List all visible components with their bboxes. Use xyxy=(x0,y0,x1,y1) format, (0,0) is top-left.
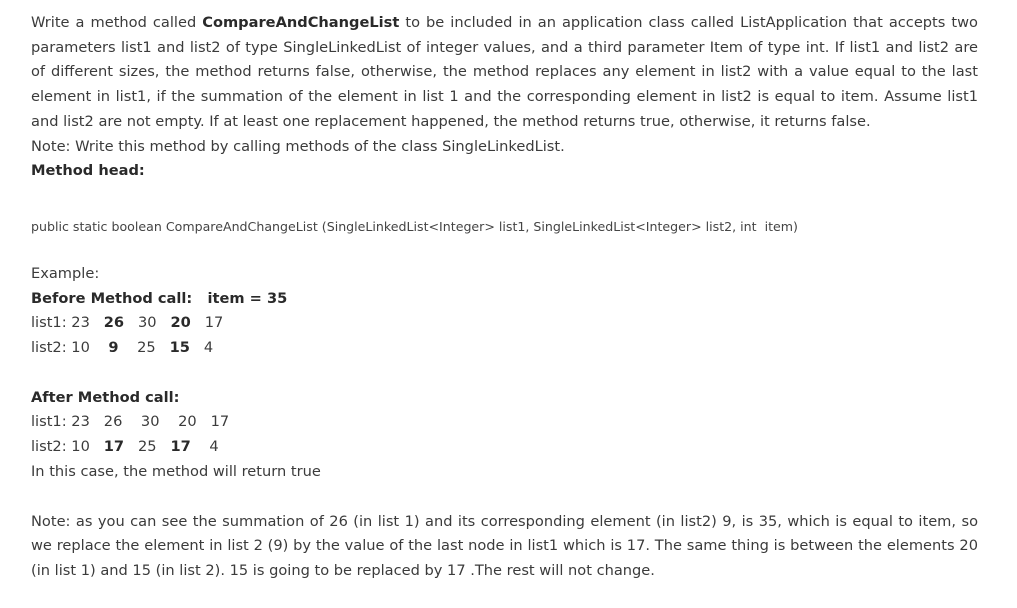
problem-description xyxy=(31,11,978,135)
item-value: item = 35 xyxy=(207,289,288,307)
list-value: 10 xyxy=(71,339,90,357)
list-value: 20 xyxy=(178,413,197,431)
problem-document xyxy=(31,11,978,584)
list-value: 23 xyxy=(71,314,90,332)
before-method-call-heading xyxy=(31,287,978,312)
result-text: In this case, the method will return true xyxy=(31,462,321,480)
list-value: 26 xyxy=(103,413,123,431)
list-prefix: list2: xyxy=(31,438,67,456)
method-signature: public static boolean CompareAndChangeList (SingleLinkedList<Integer> list1, SingleLinkedList<Integer> list2, int item) xyxy=(31,218,798,234)
list-value: 17 xyxy=(204,314,224,332)
spacer xyxy=(31,361,978,386)
explanation-note: Note: as you can see the summation of 26 (in list 1) and its corresponding element (in list2) 9, is 35, which is equal to item, so we replace the element in list 2 (9) by the value of the last node in list1 which is 17. The same thing is between the elements 20 (in list 1) and 15 (in list 2). 15 is going to be replaced by 17 .The rest will not change. xyxy=(31,512,978,579)
list-value-highlighted: 20 xyxy=(170,314,191,332)
method-head-label: Method head: xyxy=(31,162,145,180)
list-value: 10 xyxy=(71,438,90,456)
intro-text-start: Write a method called xyxy=(31,14,203,31)
before-list2-line xyxy=(31,336,978,361)
example-label: Example: xyxy=(31,264,100,282)
after-list1-line xyxy=(31,410,978,435)
list-value-highlighted: 15 xyxy=(169,339,190,357)
after-list2-line xyxy=(31,435,978,460)
list-value-highlighted: 26 xyxy=(103,314,125,332)
list-value: 30 xyxy=(138,314,157,332)
list-value: 17 xyxy=(210,413,230,431)
list-value: 25 xyxy=(138,438,157,456)
note-line: Note: Write this method by calling methods of the class SingleLinkedList. xyxy=(31,137,565,155)
list-value: 4 xyxy=(203,339,214,357)
list-value-highlighted: 17 xyxy=(170,438,191,456)
list-value: 4 xyxy=(209,438,219,456)
intro-text-rest: to be included in an application class called ListApplication that accepts two parameters list1 and list2 of type SingleLinkedList of integer values, and a third parameter Item of type int. If list1 and list2 are of different sizes, the method returns false, otherwise, the method replaces any element in list2 with a value equal to the last element in list1, if the summation of the element in list 1 and the corresponding element in list2 is equal to item. Assume list1 and list2 are not empty. If at least one replacement happened, the method returns true, otherwise, it returns false. xyxy=(31,14,978,130)
before-list1-line xyxy=(31,311,978,336)
list-value: 25 xyxy=(137,339,156,357)
list-value: 23 xyxy=(71,413,90,431)
before-label: Before Method call: xyxy=(31,289,193,307)
list-value-highlighted: 17 xyxy=(103,438,125,456)
list-value-highlighted: 9 xyxy=(108,339,119,357)
list-prefix: list1: xyxy=(31,413,67,431)
list-prefix: list2: xyxy=(31,339,67,357)
list-prefix: list1: xyxy=(31,314,67,332)
after-method-call-heading: After Method call: xyxy=(31,388,180,406)
list-value: 30 xyxy=(140,413,160,431)
method-name: CompareAndChangeList xyxy=(202,14,400,31)
